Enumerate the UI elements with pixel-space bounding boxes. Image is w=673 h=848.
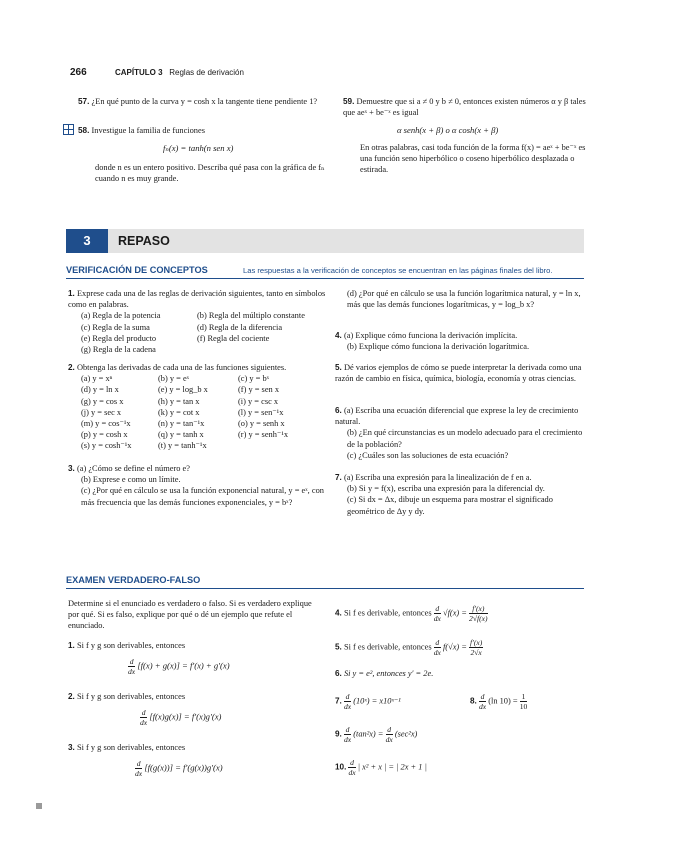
formula-text: [f(x)g(x)] = f′(x)g′(x) [149, 711, 222, 722]
rule-item: (e) Regla del producto [81, 333, 157, 343]
tf-title: EXAMEN VERDADERO-FALSO [66, 575, 201, 585]
exercise-number: 58. [78, 126, 90, 135]
question-text: Si y = e², entonces y′ = 2e. [343, 669, 434, 678]
exercise-58-text: donde n es un entero positivo. Describa qué pasa con la gráfica de fₙ cuando n es muy grande. [95, 163, 325, 184]
concepts-rule [66, 278, 584, 279]
exercise-text: Demuestre que si a ≠ 0 y b ≠ 0, entonces existen números α y β tales que aeˣ + be⁻ˣ es igual [343, 97, 586, 118]
chapter-header [115, 68, 244, 77]
tf-question-10 [335, 758, 585, 777]
function-item: (d) y = ln x [81, 385, 119, 395]
exercise-58 [78, 125, 333, 136]
function-item: (e) y = log_b x [158, 385, 208, 395]
function-item: (p) y = cosh x [81, 430, 128, 440]
page-number: 266 [70, 67, 87, 78]
page-corner-marker [36, 803, 42, 809]
question-number: 2. [68, 363, 75, 372]
function-item: (s) y = cosh⁻¹x [81, 441, 132, 451]
derivative-operator: $\frac{d}{dx}$ [433, 604, 441, 623]
tf-formula-2 [140, 708, 221, 727]
rule-item: (f) Regla del cociente [197, 333, 270, 343]
derivative-operator: $\frac{d}{dx}$ [135, 759, 143, 778]
function-item: (h) y = tan x [158, 396, 200, 406]
function-item: (k) y = cot x [158, 407, 200, 417]
tf-question-9 [335, 725, 585, 744]
question-text: Si f y g son derivables, entonces [76, 641, 186, 650]
concept-1 [68, 288, 326, 355]
rule-item: (b) Regla del múltiplo constante [197, 311, 305, 321]
question-number: 1. [68, 289, 75, 298]
function-item: (r) y = senh⁻¹x [238, 430, 289, 440]
derivative-operator: $\frac{d}{dx}$ [128, 657, 136, 676]
exercise-text: ¿En qué punto de la curva y = cosh x la tangente tiene pendiente 1? [91, 97, 318, 106]
function-item: (f) y = sen x [238, 385, 280, 395]
question-part: (b) Si y = f(x), escriba una expresión para la diferencial dy. [347, 484, 545, 494]
formula-text: (sec²x) [394, 729, 418, 739]
question-text: Obtenga las derivadas de cada una de las funciones siguientes. [76, 363, 287, 372]
question-number: 6. [335, 406, 342, 415]
question-number: 1. [68, 641, 75, 650]
question-text: Si f y g son derivables, entonces [76, 743, 186, 752]
question-number: 6. [335, 669, 342, 678]
derivative-operator: $\frac{d}{dx}$ [385, 725, 393, 744]
concept-2 [68, 362, 326, 452]
question-number: 3. [68, 464, 75, 473]
question-text: Si f es derivable, entonces [343, 608, 432, 618]
formula-rhs: $\frac{f'(x)}{2√x}$ [470, 638, 483, 657]
concept-3d: (d) ¿Por qué en cálculo se usa la función logarítmica natural, y = ln x, más que las demás funciones logarítmicas, y = log_b x? [347, 289, 581, 310]
chapter-title: Reglas de derivación [169, 68, 244, 77]
question-part: (b) Exprese e como un límite. [81, 475, 181, 485]
question-part: (a) Escriba una expresión para la linealización de f en a. [343, 473, 532, 482]
formula-text: [f(g(x))] = f′(g(x))g′(x) [144, 762, 223, 773]
derivative-operator: $\frac{d}{dx}$ [343, 725, 352, 744]
question-number: 5. [335, 642, 342, 652]
question-number: 4. [335, 331, 342, 340]
rule-item: (d) Regla de la diferencia [197, 322, 283, 332]
tf-question-3 [68, 742, 323, 753]
question-text: Si f y g son derivables, entonces [76, 692, 186, 701]
formula-text: [f(x) + g(x)] = f′(x) + g′(x) [137, 660, 230, 671]
function-item: (a) y = xⁿ [81, 374, 113, 384]
concepts-note: Las respuestas a la verificación de conceptos se encuentran en las páginas finales del libro. [243, 266, 553, 275]
question-number: 4. [335, 608, 342, 618]
rule-list [68, 310, 326, 355]
tf-intro: Determine si el enunciado es verdadero o falso. Si es verdadero explique por qué. Si es falso, explique por qué o dé un ejemplo que refute el enunciado. [68, 599, 312, 631]
derivative-operator: $\frac{d}{dx}$ [348, 758, 356, 777]
tf-question-8 [470, 692, 585, 711]
tf-question-6 [335, 668, 585, 679]
question-number: 5. [335, 363, 342, 372]
question-text: Si f es derivable, entonces [343, 642, 432, 652]
function-item: (b) y = eˣ [158, 374, 190, 384]
function-item: (c) y = bˣ [238, 374, 270, 384]
rule-item: (g) Regla de la cadena [81, 345, 156, 355]
tf-question-2 [68, 691, 323, 702]
formula-text: f(√x) = [442, 642, 467, 652]
tf-question-1 [68, 640, 323, 651]
concept-7 [335, 472, 585, 517]
function-item: (q) y = tanh x [158, 430, 204, 440]
exercise-57 [78, 96, 333, 107]
question-number: 7. [335, 696, 342, 706]
exercise-text: Investigue la familia de funciones [91, 126, 205, 135]
tf-question-5 [335, 638, 585, 657]
tf-formula-3 [135, 759, 223, 778]
formula-text: √f(x) = [442, 608, 467, 618]
question-part: (c) Si dx = Δx, dibuje un esquema para mostrar el significado geométrico de Δy y dy. [347, 495, 553, 516]
question-text: Dé varios ejemplos de cómo se puede interpretar la derivada como una razón de cambio en física, química, biología, economía y otras ciencias. [335, 363, 582, 384]
question-part: (a) Escriba una ecuación diferencial que exprese la ley de crecimiento natural. [335, 406, 579, 427]
review-chapter-number: 3 [66, 229, 108, 253]
chapter-label: CAPÍTULO 3 [115, 68, 163, 77]
formula-text: | x² + x | = | 2x + 1 | [357, 762, 427, 772]
concepts-title: VERIFICACIÓN DE CONCEPTOS [66, 265, 208, 275]
question-part: (c) ¿Por qué en cálculo se usa la función exponencial natural, y = eˣ, con más frecuencia que las demás funciones exponenciales, y = bˣ? [81, 486, 324, 507]
question-number: 9. [335, 729, 342, 739]
question-part: (a) ¿Cómo se define el número e? [76, 464, 190, 473]
formula-text: (tan²x) = [353, 729, 384, 739]
tf-rule [66, 588, 584, 589]
question-number: 3. [68, 743, 75, 752]
concept-6 [335, 405, 585, 461]
exercise-59-text: En otras palabras, casi toda función de la forma f(x) = aeˣ + be⁻ˣ es una función seno hiperbólico o coseno hiperbólico desplazada o estirada. [360, 143, 586, 175]
concept-3 [68, 463, 326, 508]
derivative-operator: $\frac{d}{dx}$ [478, 692, 487, 711]
question-number: 7. [335, 473, 342, 482]
concept-4 [335, 330, 585, 352]
function-item: (l) y = sen⁻¹x [238, 407, 284, 417]
tf-question-4 [335, 604, 585, 623]
question-part: (b) ¿En qué circunstancias es un modelo adecuado para el crecimiento de la población? [347, 428, 583, 449]
exercise-59-formula: α senh(x + β) o α cosh(x + β) [397, 125, 499, 135]
function-item: (j) y = sec x [81, 407, 122, 417]
formula-text: (10ˣ) = x10ˣ⁻¹ [353, 696, 401, 706]
derivative-operator: $\frac{d}{dx}$ [343, 692, 352, 711]
question-part: (c) ¿Cuáles son las soluciones de esta ecuación? [347, 450, 509, 460]
concept-5 [335, 362, 585, 384]
function-item: (g) y = cos x [81, 396, 124, 406]
question-text: Exprese cada una de las reglas de derivación siguientes, tanto en símbolos como en palabras. [68, 289, 326, 310]
question-part: (a) Explique cómo funciona la derivación implícita. [343, 331, 518, 340]
function-item: (n) y = tan⁻¹x [158, 419, 205, 429]
exercise-number: 57. [78, 97, 90, 106]
function-item: (i) y = csc x [238, 396, 279, 406]
question-part: (b) Explique cómo funciona la derivación logarítmica. [347, 342, 530, 352]
derivative-operator: $\frac{d}{dx}$ [433, 638, 441, 657]
question-number: 2. [68, 692, 75, 701]
formula-rhs: $\frac{1}{10}$ [519, 692, 528, 711]
function-item: (m) y = cos⁻¹x [81, 419, 131, 429]
rule-item: (a) Regla de la potencia [81, 311, 161, 321]
function-item: (t) y = tanh⁻¹x [158, 441, 207, 451]
formula-rhs: $\frac{f'(x)}{2√f(x)}$ [469, 604, 488, 623]
graphing-calculator-icon [63, 124, 74, 135]
function-list [68, 373, 326, 451]
rule-item: (c) Regla de la suma [81, 322, 150, 332]
tf-question-7 [335, 692, 475, 711]
exercise-59 [343, 96, 587, 118]
question-number: 10. [335, 762, 347, 772]
formula-text: (ln 10) = [488, 696, 518, 706]
function-item: (o) y = senh x [238, 419, 285, 429]
tf-formula-1 [128, 657, 230, 676]
exercise-number: 59. [343, 97, 355, 106]
exercise-58-formula: fₙ(x) = tanh(n sen x) [163, 143, 234, 153]
derivative-operator: $\frac{d}{dx}$ [140, 708, 148, 727]
question-number: 8. [470, 696, 477, 706]
review-title: REPASO [118, 234, 170, 248]
